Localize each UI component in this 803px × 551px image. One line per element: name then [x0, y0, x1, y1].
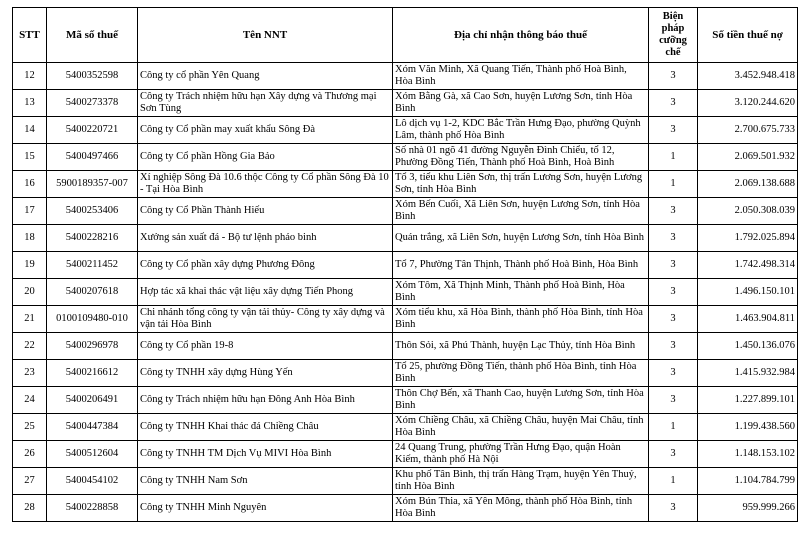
cell-taxpayer-name: Công ty TNHH Nam Sơn — [138, 468, 393, 495]
cell-taxpayer-name: Công ty TNHH TM Dịch Vụ MIVI Hòa Bình — [138, 441, 393, 468]
cell-enforcement-measure: 1 — [649, 171, 698, 198]
cell-tax-code: 5400447384 — [47, 414, 138, 441]
cell-address: Xóm Tôm, Xã Thịnh Minh, Thành phố Hoà Bình, Hòa Bình — [393, 279, 649, 306]
cell-enforcement-measure: 3 — [649, 63, 698, 90]
header-row — [13, 8, 798, 63]
header-taxpayer-name: Tên NNT — [138, 8, 393, 63]
cell-tax-code: 5400207618 — [47, 279, 138, 306]
cell-address: Thôn Sỏi, xã Phú Thành, huyện Lạc Thủy, tỉnh Hòa Bình — [393, 333, 649, 360]
cell-debt-amount: 1.742.498.314 — [698, 252, 798, 279]
cell-stt: 24 — [13, 387, 47, 414]
cell-enforcement-measure: 3 — [649, 387, 698, 414]
cell-enforcement-measure: 3 — [649, 495, 698, 522]
cell-taxpayer-name: Công ty TNHH Khai thác đá Chiềng Châu — [138, 414, 393, 441]
cell-tax-code: 5400220721 — [47, 117, 138, 144]
cell-debt-amount: 2.700.675.733 — [698, 117, 798, 144]
cell-enforcement-measure: 3 — [649, 441, 698, 468]
cell-stt: 28 — [13, 495, 47, 522]
table-row — [13, 90, 798, 117]
cell-taxpayer-name: Công ty Cổ phần may xuất khẩu Sông Đà — [138, 117, 393, 144]
cell-enforcement-measure: 3 — [649, 279, 698, 306]
cell-address: Xóm Văn Minh, Xã Quang Tiến, Thành phố Hoà Bình, Hòa Bình — [393, 63, 649, 90]
cell-debt-amount: 3.120.244.620 — [698, 90, 798, 117]
cell-enforcement-measure: 1 — [649, 144, 698, 171]
table-row — [13, 414, 798, 441]
cell-address: Lô dịch vụ 1-2, KDC Bắc Trần Hưng Đạo, phường Quỳnh Lâm, thành phố Hòa Bình — [393, 117, 649, 144]
cell-debt-amount: 2.069.138.688 — [698, 171, 798, 198]
cell-tax-code: 5400454102 — [47, 468, 138, 495]
table-row — [13, 63, 798, 90]
cell-debt-amount: 2.050.308.039 — [698, 198, 798, 225]
cell-enforcement-measure: 3 — [649, 117, 698, 144]
table-row — [13, 306, 798, 333]
cell-tax-code: 5400206491 — [47, 387, 138, 414]
cell-enforcement-measure: 3 — [649, 252, 698, 279]
cell-tax-code: 5400273378 — [47, 90, 138, 117]
header-enforcement-measure-label: Biện pháp cưỡng chế — [659, 11, 687, 58]
cell-stt: 12 — [13, 63, 47, 90]
cell-debt-amount: 1.463.904.811 — [698, 306, 798, 333]
cell-stt: 23 — [13, 360, 47, 387]
cell-enforcement-measure: 3 — [649, 225, 698, 252]
cell-debt-amount: 1.104.784.799 — [698, 468, 798, 495]
cell-debt-amount: 2.069.501.932 — [698, 144, 798, 171]
cell-stt: 21 — [13, 306, 47, 333]
cell-tax-code: 5400296978 — [47, 333, 138, 360]
cell-address: Xóm Bằng Gà, xã Cao Sơn, huyện Lương Sơn, tỉnh Hòa Bình — [393, 90, 649, 117]
cell-tax-code: 5400497466 — [47, 144, 138, 171]
cell-enforcement-measure: 3 — [649, 360, 698, 387]
cell-debt-amount: 1.227.899.101 — [698, 387, 798, 414]
cell-stt: 26 — [13, 441, 47, 468]
cell-tax-code: 5400253406 — [47, 198, 138, 225]
cell-taxpayer-name: Hợp tác xã khai thác vật liệu xây dựng Tiến Phong — [138, 279, 393, 306]
cell-enforcement-measure: 1 — [649, 414, 698, 441]
table-header — [13, 8, 798, 63]
cell-taxpayer-name: Công ty TNHH xây dựng Hùng Yến — [138, 360, 393, 387]
cell-stt: 18 — [13, 225, 47, 252]
cell-tax-code: 5400228858 — [47, 495, 138, 522]
cell-taxpayer-name: Chi nhánh tổng công ty vận tải thủy- Công ty xây dựng và vận tải Hòa Bình — [138, 306, 393, 333]
cell-taxpayer-name: Công ty Cổ phần 19-8 — [138, 333, 393, 360]
cell-stt: 20 — [13, 279, 47, 306]
cell-address: 24 Quang Trung, phường Trần Hưng Đạo, quận Hoàn Kiếm, thành phố Hà Nội — [393, 441, 649, 468]
cell-debt-amount: 1.496.150.101 — [698, 279, 798, 306]
cell-enforcement-measure: 3 — [649, 306, 698, 333]
cell-taxpayer-name: Công ty Cổ phần Hồng Gia Bảo — [138, 144, 393, 171]
cell-stt: 13 — [13, 90, 47, 117]
table-row — [13, 360, 798, 387]
cell-debt-amount: 1.792.025.894 — [698, 225, 798, 252]
cell-stt: 16 — [13, 171, 47, 198]
table-row — [13, 144, 798, 171]
header-debt-amount: Số tiền thuế nợ — [698, 8, 798, 63]
cell-address: Xóm Chiềng Châu, xã Chiềng Châu, huyện Mai Châu, tỉnh Hòa Bình — [393, 414, 649, 441]
cell-debt-amount: 959.999.266 — [698, 495, 798, 522]
cell-stt: 22 — [13, 333, 47, 360]
cell-taxpayer-name: Công ty Trách nhiệm hữu hạn Xây dựng và Thương mại Sơn Tùng — [138, 90, 393, 117]
cell-tax-code: 5400352598 — [47, 63, 138, 90]
cell-address: Tổ 3, tiểu khu Liên Sơn, thị trấn Lương Sơn, huyện Lương Sơn, tỉnh Hòa Bình — [393, 171, 649, 198]
tax-debt-table — [12, 7, 798, 522]
table-row — [13, 225, 798, 252]
cell-address: Xóm Bến Cuối, Xã Liên Sơn, huyện Lương Sơn, tỉnh Hòa Bình — [393, 198, 649, 225]
table-row — [13, 252, 798, 279]
table-row — [13, 387, 798, 414]
header-enforcement-measure — [649, 8, 698, 63]
header-stt: STT — [13, 8, 47, 63]
cell-debt-amount: 1.415.932.984 — [698, 360, 798, 387]
cell-enforcement-measure: 3 — [649, 90, 698, 117]
cell-stt: 14 — [13, 117, 47, 144]
cell-taxpayer-name: Công ty Trách nhiệm hữu hạn Đông Anh Hòa Bình — [138, 387, 393, 414]
cell-enforcement-measure: 1 — [649, 468, 698, 495]
table-row — [13, 468, 798, 495]
cell-tax-code: 5400228216 — [47, 225, 138, 252]
cell-enforcement-measure: 3 — [649, 333, 698, 360]
cell-tax-code: 5400211452 — [47, 252, 138, 279]
cell-enforcement-measure: 3 — [649, 198, 698, 225]
cell-tax-code: 5400512604 — [47, 441, 138, 468]
cell-address: Xóm Bún Thia, xã Yên Mông, thành phố Hòa Bình, tỉnh Hòa Bình — [393, 495, 649, 522]
cell-address: Quán trắng, xã Liên Sơn, huyện Lương Sơn, tỉnh Hòa Bình — [393, 225, 649, 252]
cell-debt-amount: 1.199.438.560 — [698, 414, 798, 441]
cell-address: Số nhà 01 ngõ 41 đường Nguyễn Đình Chiểu, tổ 12, Phường Đồng Tiến, Thành phố Hoà Bình, Hoà Bình — [393, 144, 649, 171]
table-row — [13, 333, 798, 360]
cell-address: Khu phố Tân Bình, thị trấn Hàng Trạm, huyện Yên Thuỷ, tỉnh Hòa Bình — [393, 468, 649, 495]
cell-address: Xóm tiểu khu, xã Hòa Bình, thành phố Hòa Bình, tỉnh Hòa Bình — [393, 306, 649, 333]
cell-debt-amount: 3.452.948.418 — [698, 63, 798, 90]
cell-stt: 19 — [13, 252, 47, 279]
header-tax-code: Mã số thuế — [47, 8, 138, 63]
cell-address: Tổ 7, Phường Tân Thịnh, Thành phố Hoà Bình, Hòa Bình — [393, 252, 649, 279]
table-row — [13, 117, 798, 144]
cell-debt-amount: 1.450.136.076 — [698, 333, 798, 360]
cell-stt: 15 — [13, 144, 47, 171]
table-row — [13, 171, 798, 198]
cell-taxpayer-name: Công ty Cổ phần xây dựng Phương Đông — [138, 252, 393, 279]
cell-tax-code: 5900189357-007 — [47, 171, 138, 198]
table-row — [13, 495, 798, 522]
cell-taxpayer-name: Công ty TNHH Minh Nguyên — [138, 495, 393, 522]
cell-taxpayer-name: Công ty Cổ Phần Thành Hiếu — [138, 198, 393, 225]
cell-debt-amount: 1.148.153.102 — [698, 441, 798, 468]
cell-stt: 27 — [13, 468, 47, 495]
cell-stt: 25 — [13, 414, 47, 441]
cell-taxpayer-name: Xưởng sản xuất đá - Bộ tư lệnh pháo binh — [138, 225, 393, 252]
table-row — [13, 198, 798, 225]
cell-taxpayer-name: Xí nghiệp Sông Đà 10.6 thộc Công ty Cổ phần Sông Đà 10 - Tại Hòa Bình — [138, 171, 393, 198]
table-row — [13, 279, 798, 306]
cell-stt: 17 — [13, 198, 47, 225]
cell-taxpayer-name: Công ty cổ phần Yên Quang — [138, 63, 393, 90]
cell-address: Tổ 25, phường Đồng Tiến, thành phố Hòa Bình, tỉnh Hòa Bình — [393, 360, 649, 387]
cell-tax-code: 0100109480-010 — [47, 306, 138, 333]
table-body — [13, 63, 798, 522]
table-row — [13, 441, 798, 468]
header-address: Địa chỉ nhận thông báo thuế — [393, 8, 649, 63]
cell-tax-code: 5400216612 — [47, 360, 138, 387]
cell-address: Thôn Chợ Bến, xã Thanh Cao, huyện Lương Sơn, tỉnh Hòa Bình — [393, 387, 649, 414]
